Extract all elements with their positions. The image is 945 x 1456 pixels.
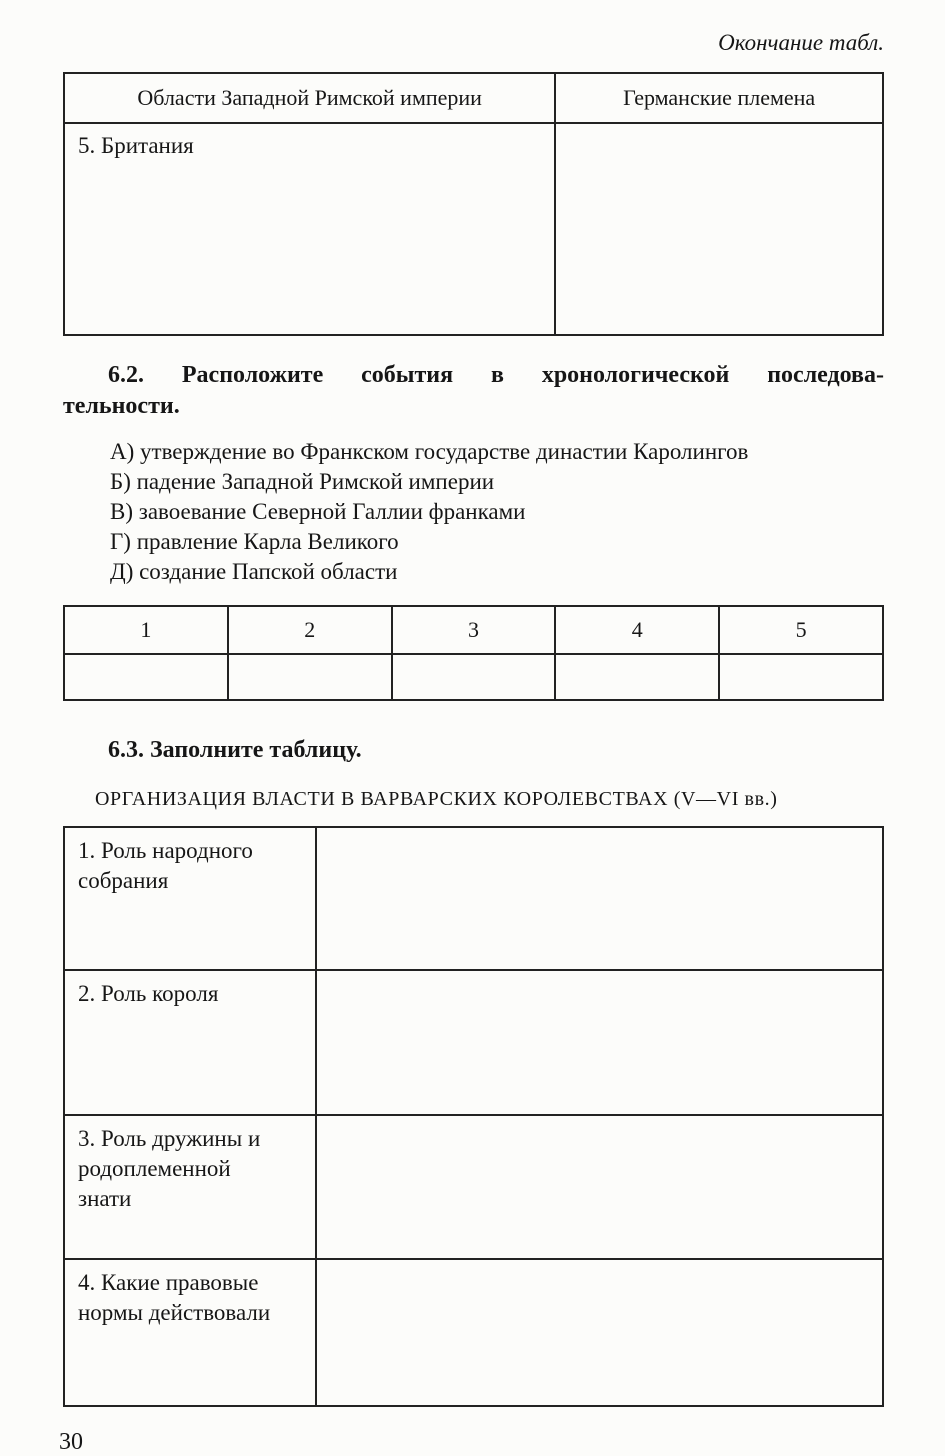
- org-answer-cell-empty: [316, 1115, 883, 1259]
- tribes-column-header: Германские племена: [555, 73, 883, 123]
- section-6-2-heading: [63, 360, 884, 422]
- org-answer-cell-empty: [316, 1259, 883, 1406]
- answer-column-header: 2: [228, 606, 392, 654]
- answer-table-header-row: [64, 606, 883, 654]
- list-item: Д) создание Папской области: [110, 559, 398, 584]
- table-row: [64, 1115, 883, 1259]
- table-row: [64, 1259, 883, 1406]
- regions-table-header-row: [64, 73, 883, 123]
- chronology-answer-table: [63, 605, 884, 701]
- list-item: Г) правление Карла Великого: [110, 529, 399, 554]
- event-list: [63, 437, 884, 587]
- answer-column-header: 5: [719, 606, 883, 654]
- list-item: В) завоевание Северной Галлии франками: [110, 499, 526, 524]
- answer-table-value-row: [64, 654, 883, 700]
- page-number: 30: [59, 1429, 83, 1455]
- org-row-label: 1. Роль народного собрания: [64, 827, 316, 970]
- list-item: А) утверждение во Франкском государстве династии Каролингов: [110, 439, 749, 464]
- power-organization-table: [63, 826, 884, 1407]
- regions-tribes-table: [63, 72, 884, 336]
- org-table-title: ОРГАНИЗАЦИЯ ВЛАСТИ В ВАРВАРСКИХ КОРОЛЕВСТВАХ (V—VI вв.): [95, 788, 778, 810]
- answer-cell-empty: [555, 654, 719, 700]
- answer-column-header: 4: [555, 606, 719, 654]
- list-item: Б) падение Западной Римской империи: [110, 469, 495, 494]
- tribes-cell-empty: [555, 123, 883, 335]
- answer-column-header: 3: [392, 606, 556, 654]
- org-row-label: 3. Роль дружины и родоплеменной знати: [64, 1115, 316, 1259]
- answer-cell-empty: [392, 654, 556, 700]
- org-answer-cell-empty: [316, 827, 883, 970]
- org-answer-cell-empty: [316, 970, 883, 1115]
- page-content: [0, 30, 945, 1456]
- region-cell: 5. Британия: [64, 123, 555, 335]
- answer-column-header: 1: [64, 606, 228, 654]
- answer-cell-empty: [719, 654, 883, 700]
- answer-cell-empty: [64, 654, 228, 700]
- org-row-label: 2. Роль короля: [64, 970, 316, 1115]
- table-row: [64, 827, 883, 970]
- section-6-2-heading-line1: 6.2. Расположите события в хронологической последова-: [108, 362, 884, 388]
- table-row: [64, 970, 883, 1115]
- table-continuation-note: Окончание табл.: [718, 30, 884, 55]
- section-6-3-heading: 6.3. Заполните таблицу.: [108, 737, 362, 763]
- regions-column-header: Области Западной Римской империи: [64, 73, 555, 123]
- section-6-2-heading-line2: тельности.: [63, 393, 180, 419]
- table-row: [64, 123, 883, 335]
- answer-cell-empty: [228, 654, 392, 700]
- org-row-label: 4. Какие правовые нормы действовали: [64, 1259, 316, 1406]
